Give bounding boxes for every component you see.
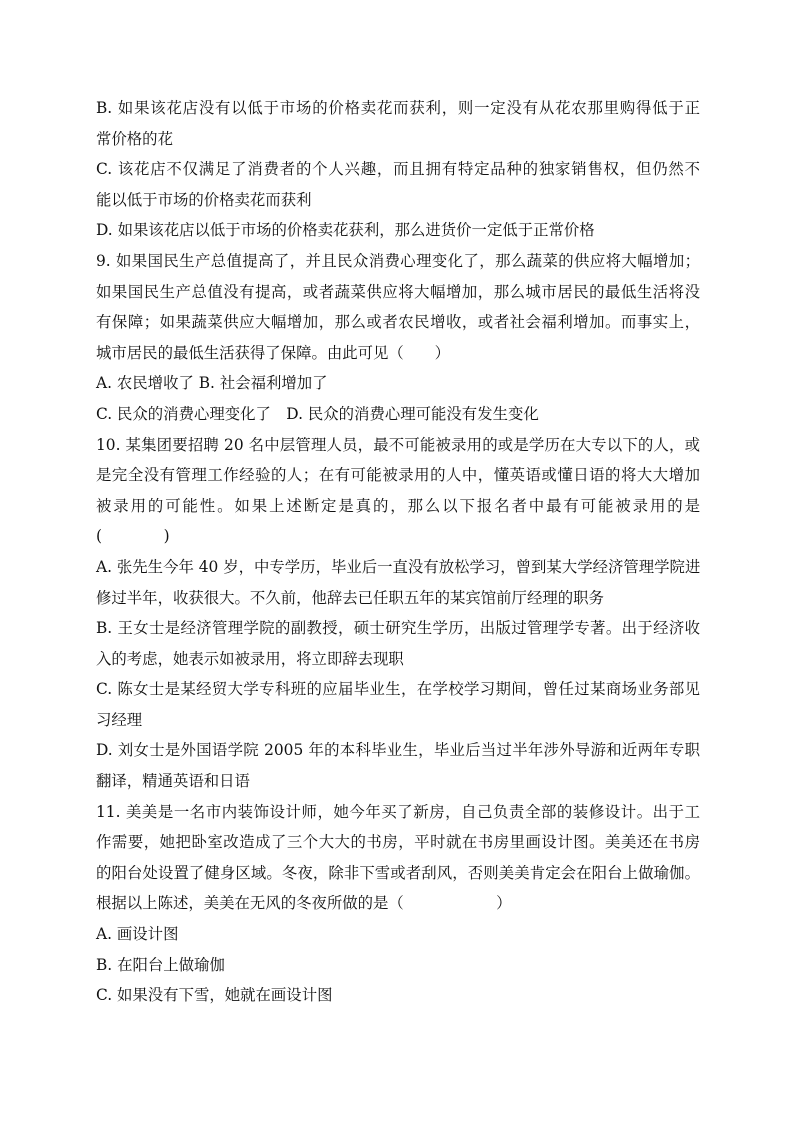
question-10-option-a-line-1: A. 张先生今年 40 岁，中专学历，毕业后一直没有放松学习，曾到某大学经济管理学院进 xyxy=(96,557,701,576)
option-b-line-2: 常价格的花 xyxy=(96,129,173,148)
option-c-line-1: C. 该花店不仅满足了消费者的个人兴趣，而且拥有特定品种的独家销售权，但仍然不 xyxy=(96,160,700,179)
question-10-line-3: 被录用的可能性。如果上述断定是真的，那么以下报名者中最有可能被录用的是 xyxy=(96,496,700,515)
option-d-line-1: D. 如果该花店以低于市场的价格卖花获利，那么进货价一定低于正常价格 xyxy=(96,221,595,240)
question-10-line-2: 是完全没有管理工作经验的人；在有可能被录用的人中，懂英语或懂日语的将大大增加 xyxy=(96,466,700,485)
question-10-line-1: 10. 某集团要招聘 20 名中层管理人员，最不可能被录用的或是学历在大专以下的人，或 xyxy=(96,435,700,454)
question-10-line-4: ( ) xyxy=(96,527,170,546)
question-11-line-4: 根据以上陈述，美美在无风的冬夜所做的是（ ） xyxy=(96,894,512,913)
question-9-options-cd: C. 民众的消费心理变化了 D. 民众的消费心理可能没有发生变化 xyxy=(96,404,539,423)
question-11-option-b: B. 在阳台上做瑜伽 xyxy=(96,955,225,974)
question-11-line-3: 的阳台处设置了健身区域。冬夜，除非下雪或者刮风，否则美美肯定会在阳台上做瑜伽。 xyxy=(96,863,700,882)
question-9-line-3: 有保障；如果蔬菜供应大幅增加，那么或者农民增收，或者社会福利增加。而事实上， xyxy=(96,313,700,332)
question-10-option-c-line-1: C. 陈女士是某经贸大学专科班的应届毕业生，在学校学习期间，曾任过某商场业务部见 xyxy=(96,680,700,699)
option-c-line-2: 能以低于市场的价格卖花而获利 xyxy=(96,190,312,209)
question-10-option-c-line-2: 习经理 xyxy=(96,710,143,729)
question-9-options-ab: A. 农民增收了 B. 社会福利增加了 xyxy=(96,374,328,393)
document-body xyxy=(96,93,700,1011)
question-11-line-1: 11. 美美是一名市内装饰设计师，她今年买了新房，自己负责全部的装修设计。出于工 xyxy=(96,802,700,821)
question-9-line-1: 9. 如果国民生产总值提高了，并且民众消费心理变化了，那么蔬菜的供应将大幅增加； xyxy=(96,251,700,270)
question-10-option-b-line-1: B. 王女士是经济管理学院的副教授，硕士研究生学历，出版过管理学专著。出于经济收 xyxy=(96,619,700,638)
question-10-option-d-line-1: D. 刘女士是外国语学院 2005 年的本科毕业生，毕业后当过半年涉外导游和近两年专职 xyxy=(96,741,700,760)
question-10-option-a-line-2: 修过半年，收获很大。不久前，他辞去已任职五年的某宾馆前厅经理的职务 xyxy=(96,588,604,607)
question-11-option-a: A. 画设计图 xyxy=(96,925,179,944)
question-10-option-d-line-2: 翻译，精通英语和日语 xyxy=(96,772,250,791)
question-11-option-c: C. 如果没有下雪，她就在画设计图 xyxy=(96,986,333,1005)
option-b-line-1: B. 如果该花店没有以低于市场的价格卖花而获利，则一定没有从花农那里购得低于正 xyxy=(96,99,700,117)
question-9-line-4: 城市居民的最低生活获得了保障。由此可见（ ） xyxy=(96,343,450,362)
question-10-option-b-line-2: 入的考虑，她表示如被录用，将立即辞去现职 xyxy=(96,649,404,668)
question-9-line-2: 如果国民生产总值没有提高，或者蔬菜供应将大幅增加，那么城市居民的最低生活将没 xyxy=(96,282,700,301)
question-11-line-2: 作需要，她把卧室改造成了三个大大的书房，平时就在书房里画设计图。美美还在书房 xyxy=(96,833,700,852)
